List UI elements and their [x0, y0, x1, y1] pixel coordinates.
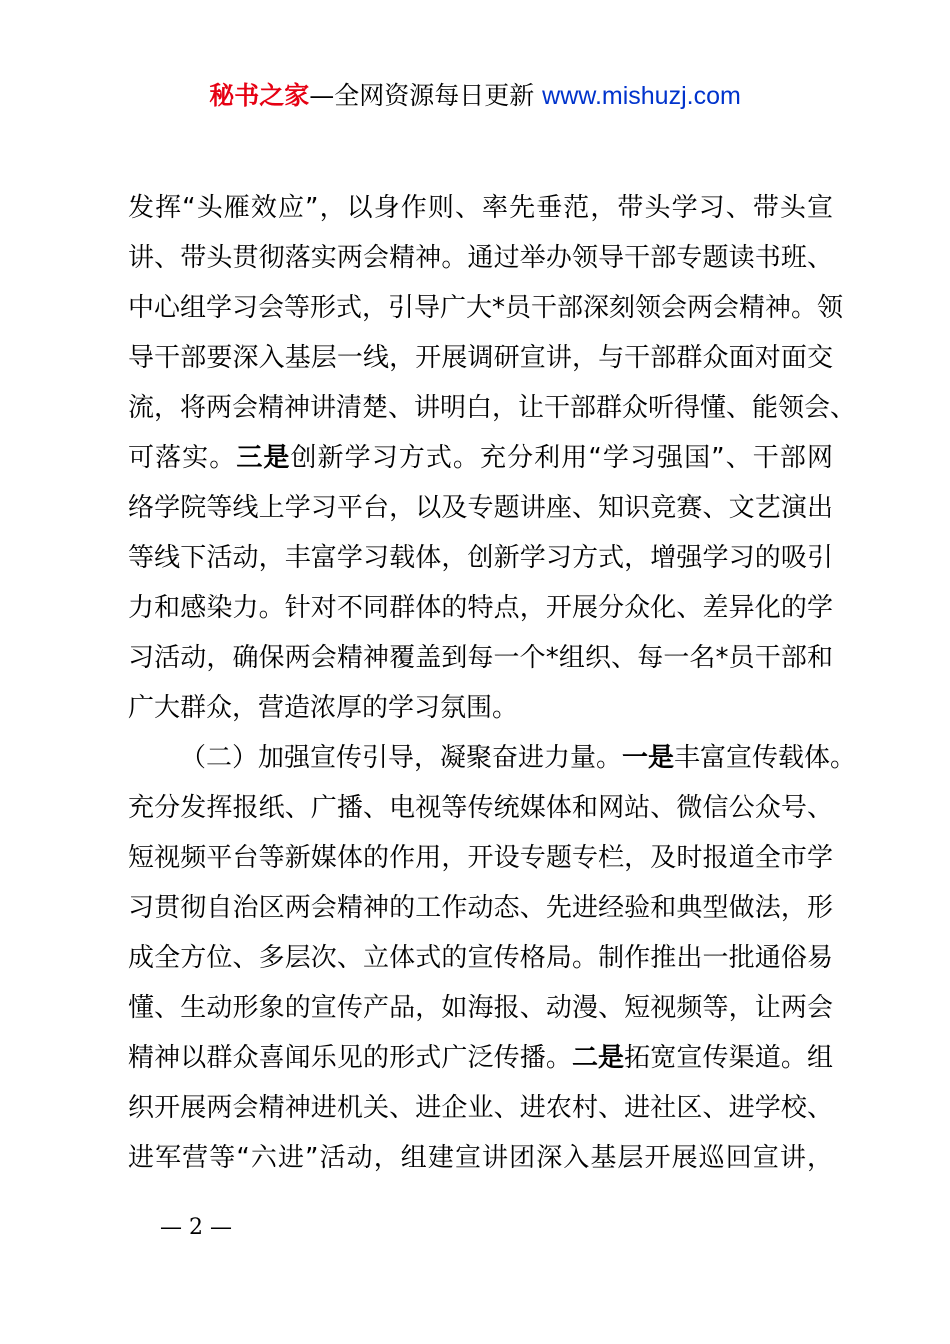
header-slogan: —全网资源每日更新	[309, 81, 543, 110]
body-line: 等线下活动，丰富学习载体，创新学习方式，增强学习的吸引	[128, 543, 833, 573]
body-line: 力和感染力。针对不同群体的特点，开展分众化、差异化的学	[128, 593, 833, 623]
bold-marker: 二是	[571, 1043, 625, 1073]
body-line: 织开展两会精神进机关、进企业、进农村、进社区、进学校、	[128, 1093, 833, 1123]
body-line: 充分发挥报纸、广播、电视等传统媒体和网站、微信公众号、	[128, 793, 833, 823]
line-text: 创新学习方式。充分利用“学习强国”、干部网	[290, 443, 833, 473]
body-line	[128, 1033, 833, 1083]
body-line: 发挥“头雁效应”，以身作则、率先垂范，带头学习、带头宣	[128, 193, 833, 223]
section-heading-line	[128, 733, 857, 783]
body-line: 络学院等线上学习平台，以及专题讲座、知识竞赛、文艺演出	[128, 493, 833, 523]
line-text: 精神以群众喜闻乐见的形式广泛传播。	[128, 1043, 572, 1073]
body-line: 习活动，确保两会精神覆盖到每一个*组织、每一名*员干部和	[128, 643, 833, 673]
body-line: 流，将两会精神讲清楚、讲明白，让干部群众听得懂、能领会、	[128, 393, 857, 423]
line-text: 丰富宣传载体。	[674, 743, 857, 773]
body-line: 习贯彻自治区两会精神的工作动态、先进经验和典型做法，形	[128, 893, 833, 923]
site-header	[0, 78, 950, 114]
body-line: 导干部要深入基层一线，开展调研宣讲，与干部群众面对面交	[128, 343, 833, 373]
document-body	[128, 183, 857, 1183]
page-number: — 2 —	[160, 1215, 232, 1240]
body-line: 进军营等“六进”活动，组建宣讲团深入基层开展巡回宣讲，	[128, 1143, 833, 1173]
body-line: 成全方位、多层次、立体式的宣传格局。制作推出一批通俗易	[128, 943, 833, 973]
line-text: 可落实。	[128, 443, 237, 473]
line-text: 拓宽宣传渠道。组	[624, 1043, 833, 1073]
body-line: 懂、生动形象的宣传产品，如海报、动漫、短视频等，让两会	[128, 993, 833, 1023]
body-line: 短视频平台等新媒体的作用，开设专题专栏，及时报道全市学	[128, 843, 833, 873]
body-line	[128, 433, 833, 483]
site-url-link[interactable]: www.mishuzj.com	[542, 82, 741, 110]
body-line: 中心组学习会等形式，引导广大*员干部深刻领会两会精神。领	[128, 293, 844, 323]
body-line: 讲、带头贯彻落实两会精神。通过举办领导干部专题读书班、	[128, 243, 833, 273]
bold-marker: 一是	[622, 743, 675, 773]
bold-marker: 三是	[236, 443, 291, 473]
body-line: 广大群众，营造浓厚的学习氛围。	[128, 693, 519, 723]
brand-name: 秘书之家	[209, 81, 310, 110]
section-heading: （二）加强宣传引导，凝聚奋进力量。	[180, 743, 623, 773]
